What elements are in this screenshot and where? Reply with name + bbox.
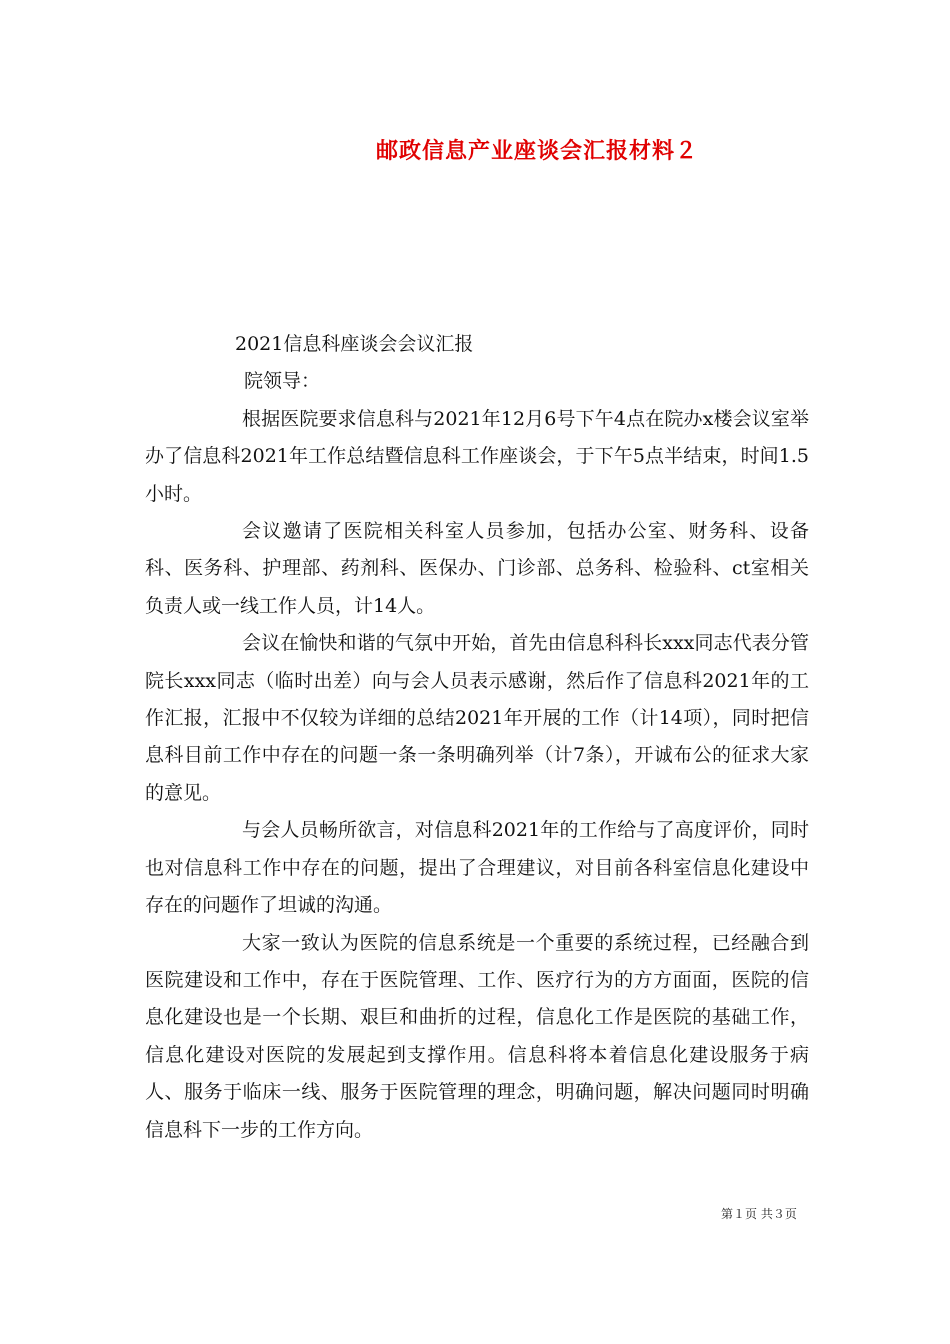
paragraph-5: 大家一致认为医院的信息系统是一个重要的系统过程，已经融合到医院建设和工作中，存在于医院管理、工作、医疗行为的方方面面，医院的信息化建设也是一个长期、艰巨和曲折的过程，信息化工作是医院的基础工作，信息化建设对医院的发展起到支撑作用。信息科将本着信息化建设服务于病人、服务于临床一线、服务于医院管理的理念，明确问题，解决问题同时明确信息科下一步的工作方向。 (145, 931, 809, 1141)
paragraph-2: 会议邀请了医院相关科室人员参加，包括办公室、财务科、设备科、医务科、护理部、药剂科、医保办、门诊部、总务科、检验科、ct室相关负责人或一线工作人员，计14人。 (145, 520, 809, 617)
paragraph-1: 根据医院要求信息科与2021年12月6号下午4点在院办x楼会议室举办了信息科2021年工作总结暨信息科工作座谈会，于下午5点半结束，时间1.5小时。 (145, 407, 809, 505)
salutation: 院领导： (244, 370, 321, 393)
document-title: 邮政信息产业座谈会汇报材料２ (376, 138, 699, 164)
document-subtitle: 2021信息科座谈会会议汇报 (235, 333, 474, 355)
paragraph-3: 会议在愉快和谐的气氛中开始，首先由信息科科长xxx同志代表分管院长xxx同志（临时出差）向与会人员表示感谢，然后作了信息科2021年的工作汇报，汇报中不仅较为详细的总结2021年开展的工作（计14项），同时把信息科目前工作中存在的问题一条一条明确列举（计7条），开诚布公的征求大家的意见。 (145, 632, 809, 804)
page-number-footer: 第１页 共３页 (721, 1207, 797, 1221)
document-body (145, 326, 809, 1149)
paragraph-4: 与会人员畅所欲言，对信息科2021年的工作给与了高度评价，同时也对信息科工作中存在的问题，提出了合理建议，对目前各科室信息化建设中存在的问题作了坦诚的沟通。 (145, 819, 809, 917)
